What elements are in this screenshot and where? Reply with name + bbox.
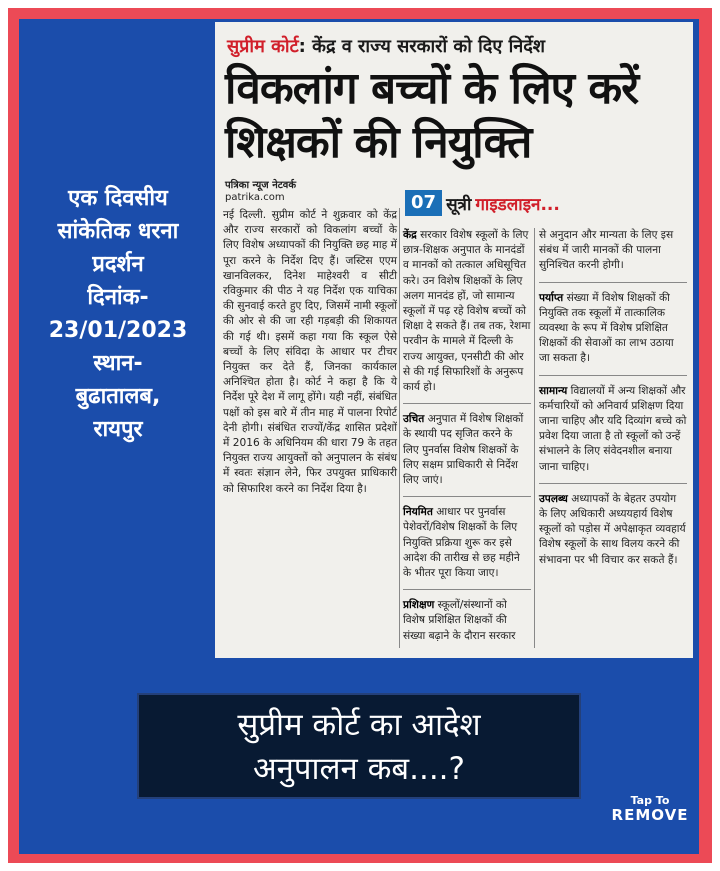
newspaper-clipping	[215, 22, 693, 658]
divider	[403, 589, 531, 590]
byline-source: पत्रिका न्यूज नेटवर्क	[225, 180, 297, 191]
guideline-column-2	[403, 228, 531, 652]
column-rule-1	[399, 208, 400, 648]
protest-line-3: प्रदर्शन	[92, 252, 144, 277]
headline-line-1: विकलांग बच्चों के लिए करें	[225, 63, 639, 114]
guideline-text: अनुपात में विशेष शिक्षकों के स्थायी पद सृजित करने के लिए पुनर्वास विशेष शिक्षकों के लिए सक्षम प्राधिकारी से निर्देश लिए जाएं।	[403, 413, 524, 487]
remove-label: REMOVE	[611, 806, 689, 824]
badge-text-2: गाइडलाइन...	[475, 194, 560, 215]
question-box	[137, 693, 581, 799]
tap-to-label: Tap To	[630, 794, 670, 807]
badge-text-1: सूत्री	[446, 194, 472, 215]
guideline-item	[539, 228, 687, 274]
kicker-rest: : केंद्र व राज्य सरकारों को दिए निर्देश	[298, 36, 546, 57]
question-line-2: अनुपालन कब....?	[253, 751, 465, 787]
headline	[225, 62, 638, 170]
guideline-item	[403, 505, 531, 581]
guideline-item	[539, 291, 687, 367]
protest-line-1: एक दिवसीय	[68, 186, 168, 211]
guideline-item	[403, 228, 531, 395]
guideline-text: आधार पर पुनर्वास पेशेवरों/विशेष शिक्षकों के लिए नियुक्ति प्रक्रिया शुरू कर इसे आदेश की तारीख से छह महीने के भीतर पूरा किया जाए।	[403, 506, 520, 580]
guideline-text: से अनुदान और मान्यता के लिए इस संबंध में जारी मानकों की पालना सुनिश्चित करनी होगी।	[539, 229, 674, 272]
guideline-item	[403, 412, 531, 488]
protest-place: बुढातालब,	[75, 384, 161, 409]
guideline-column-3	[539, 228, 687, 576]
guideline-text: स्कूलों/संस्थानों को विशेष प्रशिक्षित शिक्षकों की संख्या बढ़ाने के दौरान सरकार	[403, 599, 516, 642]
guideline-item	[539, 384, 687, 475]
kicker	[227, 34, 545, 58]
protest-date-label: दिनांक-	[87, 285, 149, 310]
guideline-lead: प्रशिक्षण	[403, 599, 435, 612]
guideline-lead: सामान्य	[539, 384, 568, 397]
guideline-text: संख्या में विशेष शिक्षकों की नियुक्ति तक स्कूलों में तात्कालिक व्यवस्था के रूप में विशेष प्रशिक्षित शिक्षकों की सेवाओं का लाभ उठाया जा सकता है।	[539, 291, 674, 365]
divider	[539, 483, 687, 484]
guideline-text: विद्यालयों में अन्य शिक्षकों और कर्मचारियों को अनिवार्य प्रशिक्षण दिया जाना चाहिए और यदि दिव्यांग बच्चे को प्रवेश दिया जाता है तो स्कूलों को उन्हें संभालने के लिए संवेदनशील बनाया जाना चाहिए।	[539, 384, 687, 473]
headline-line-2: शिक्षकों की नियुक्ति	[225, 117, 532, 168]
protest-place-label: स्थान-	[93, 351, 143, 376]
byline	[225, 180, 296, 204]
guideline-lead: नियमित	[403, 506, 433, 519]
protest-line-2: सांकेतिक धरना	[57, 219, 179, 244]
guideline-lead: उपलब्ध	[539, 492, 568, 505]
badge-number: 07	[405, 190, 442, 216]
kicker-red: सुप्रीम कोर्ट	[227, 36, 299, 57]
guideline-lead: केंद्र	[403, 229, 417, 241]
article-column-1: नई दिल्ली. सुप्रीम कोर्ट ने शुक्रवार को केंद्र और राज्य सरकारों को विकलांग बच्चों के लिए विशेष अध्यापकों की नियुक्ति छह माह में पूरा करने के निर्देश दिए हैं। जस्टिस एएम खानविलकर, दिनेश माहेश्वरी व सीटी रविकुमार की पीठ ने यह निर्देश एक याचिका की सुनवाई करते हुए दिए, जिसमें नामी स्कूलों की ओर से की जा रही गड़बड़ी की शिकायत की गई थी। इसमें कहा गया कि स्कूल ऐसे बच्चों के लिए संविदा के आधार पर टीचर नियुक्त कर देते हैं, जिनका कार्यकाल अनिश्चित होता है। कोर्ट ने कहा है कि ये निर्देश पूरे देश में लागू होंगे। यही नहीं, संबंधित पक्षों को इस बारे में तीन माह में पालना रिपोर्ट देनी होगी। संबंधित राज्यों/केंद्र शासित प्रदेशों में 2016 के अधिनियम की धारा 79 के तहत नियुक्त राज्य आयुक्तों को अनुपालन के संबंध में स्वतः संज्ञान लेने, फिर उपयुक्त प्राधिकारी को सिफारिश करने का निर्देश दिया है।	[223, 209, 397, 495]
guideline-item	[539, 492, 687, 568]
protest-city: रायपुर	[93, 417, 143, 442]
divider	[539, 282, 687, 283]
column-rule-2	[534, 228, 535, 648]
divider	[539, 375, 687, 376]
tap-to-remove-button[interactable]	[590, 794, 710, 824]
byline-site: patrika.com	[225, 192, 285, 203]
divider	[403, 496, 531, 497]
guideline-badge	[405, 190, 560, 216]
protest-date: 23/01/2023	[48, 318, 188, 343]
divider	[403, 403, 531, 404]
guideline-text: अध्यापकों के बेहतर उपयोग के लिए अधिकारी अध्ययहार्य विशेष स्कूलों को पड़ोस में अपेक्षाकृत व्यवहार्य विशेष स्कूलों के साथ विलय करने की संभावना पर भी विचार कर सकते हैं।	[539, 492, 686, 566]
protest-details	[20, 182, 216, 446]
guideline-lead: पर्याप्त	[539, 291, 564, 304]
guideline-text: सरकार विशेष स्कूलों के लिए छात्र-शिक्षक अनुपात के मानदंडों व मानकों को तत्काल अधिसूचित करे। उन विशेष शिक्षकों के लिए अलग मानदंड हों, जो सामान्य स्कूलों में पढ़ रहे विशेष बच्चों को शिक्षा दे सकते हैं। तब तक, रेशमा परवीन के मामले में दिल्ली के राज्य आयुक्त, एनसीटी की ओर से की गई सिफारिशों के अनुरूप कार्य हो।	[403, 229, 531, 394]
question-line-1: सुप्रीम कोर्ट का आदेश	[237, 707, 481, 743]
guideline-item	[403, 598, 531, 644]
guideline-lead: उचित	[403, 413, 425, 426]
